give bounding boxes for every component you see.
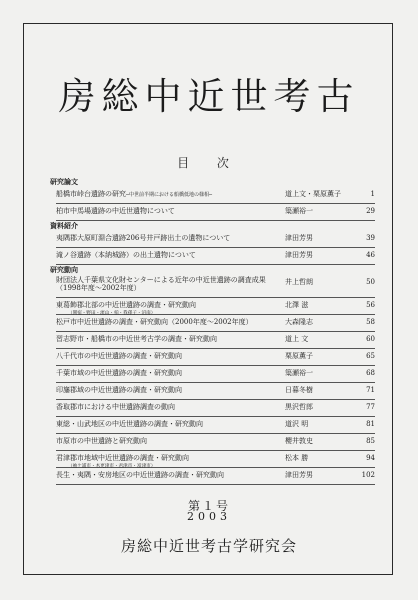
toc-entry [56,315,375,332]
toc-entry-title [56,234,284,243]
toc-entry-page: 77 [366,403,375,411]
toc-entry-author: 簗瀬裕一 [285,369,313,377]
toc-entry-title-text: 松戸市中近世遺跡の調査・研究動向（2000年度～2002年度） [56,318,253,326]
toc-entry-title-text: 夷隅郡大原町淵合遺跡206号井戸跡出土の遺物について [56,234,231,242]
toc-entry [56,434,375,451]
toc-entry-title-text: 東総・山武地区の中近世遺跡の調査・研究動向 [56,420,203,428]
toc-entry [56,349,375,366]
toc-entry-title-text: 習志野市・船橋市の中近世考古学の調査・研究動向 [56,335,217,343]
toc-entry-subtitle: （関宿・野田・流山・柏・我孫子・沼南） [68,311,156,316]
toc-entry-title [56,276,284,292]
toc-entry-subtitle: （袖ケ浦市・木更津市・君津市・富津市） [68,464,156,469]
toc-entry-page: 46 [366,251,375,259]
toc-entry [56,298,375,315]
toc-entry-page: 58 [366,318,375,326]
toc-entry-author: 大森隆志 [285,318,313,326]
toc-entry [56,187,375,204]
toc-entry-author: 日暮冬樹 [285,386,313,394]
toc-entry [56,417,375,434]
toc-entry-title [56,207,284,216]
toc-entry-subtitle: ─中世前半期における船橋低地の様相─ [126,192,213,198]
toc-entry-title [56,403,284,412]
toc-entry-title-text: 市原市の中世遺跡と研究動向 [56,437,147,445]
toc-entry [56,366,375,383]
toc-entry-page: 60 [366,335,375,343]
toc-entry-title-text: 船橋市峠台遺跡の研究 [56,190,126,198]
toc-entry-title-text: 財団法人千葉県文化財センターによる近年の中近世遺跡の調査成果（1998年度～2002年度） [56,276,266,292]
journal-title: 房総中近世考古 [58,75,360,118]
toc-entry-author: 黒沢哲郎 [285,403,313,411]
toc-entry-title [56,386,284,395]
toc-entry-author: 栗原薫子 [285,352,313,360]
toc-entry-title [56,420,284,429]
toc-entry-page: 1 [370,190,375,198]
toc-entry-title [56,352,284,361]
toc-heading: 目 次 [177,156,241,170]
toc-entry [56,204,375,221]
toc-entry-author: 道上文・栗原薫子 [285,190,341,198]
toc-entry-author: 道沢 明 [285,420,309,428]
toc-entry-page: 85 [366,437,375,445]
toc-entry-page: 56 [366,301,375,309]
toc-entry-author: 津田芳男 [285,471,313,479]
toc-entry-author: 道上 文 [285,335,309,343]
toc-entry-title [56,318,284,327]
toc-entry-page: 29 [366,207,375,215]
toc-entry-title-text: 千葉市域の中近世遺跡の調査・研究動向 [56,369,182,377]
publisher-name: 房総中近世考古学研究会 [120,537,297,555]
toc-entry-author: 北澤 滋 [285,301,309,309]
toc-entry-page: 94 [366,454,375,462]
toc-entry-page: 71 [366,386,375,394]
toc-entry-page: 50 [366,278,375,286]
toc-entry-author: 櫻井敦史 [285,437,313,445]
table-of-contents [50,177,375,485]
toc-entry-title-text: 長生・夷隅・安房地区の中近世遺跡の調査・研究動向 [56,471,224,479]
toc-entry-author: 簗瀬裕一 [285,207,313,215]
toc-entry [56,383,375,400]
toc-entry [56,275,375,298]
toc-entry-title-text: 香取郡市における中世遺跡調査の動向 [56,403,175,411]
toc-section-heading: 資料紹介 [50,221,78,230]
toc-entry-title [56,437,284,446]
toc-entry-title [56,251,284,260]
toc-entry-title-text: 印旛郡域の中近世遺跡の調査・研究動向 [56,386,182,394]
issue-number: 第１号 [187,499,230,513]
toc-entry-page: 39 [366,234,375,242]
toc-entry [56,400,375,417]
toc-entry-title-text: 君津郡市地域中近世遺跡の調査・研究動向 [56,454,189,462]
toc-entry-author: 井上哲朗 [285,278,313,286]
toc-section-heading: 研究論文 [50,177,78,186]
toc-entry-title [56,369,284,378]
toc-entry [56,468,375,485]
toc-entry-title-text: 東葛飾郡北部の中近世遺跡の調査・研究動向 [56,301,196,309]
toc-entry-title-text: 八千代市の中近世遺跡の調査・研究動向 [56,352,182,360]
toc-entry-author: 松本 勝 [285,454,309,462]
toc-entry-page: 65 [366,352,375,360]
toc-entry [56,248,375,265]
toc-entry-page: 81 [366,420,375,428]
toc-entry-title [56,335,284,344]
toc-entry-author: 津田芳男 [285,234,313,242]
toc-entry-title-text: 滝ノ谷遺跡（本納城跡）の出土遺物について [56,251,196,259]
toc-entry-title [56,190,284,200]
toc-entry-page: 68 [366,369,375,377]
toc-entry-page: 102 [361,471,375,479]
toc-entry [56,451,375,468]
issue-year: 2003 [187,510,231,523]
toc-section-heading: 研究動向 [50,265,78,274]
toc-entry-author: 津田芳男 [285,251,313,259]
toc-entry-title-text: 柏市中馬場遺跡の中近世遺物について [56,207,175,215]
toc-entry-title [56,471,284,480]
toc-entry [56,231,375,248]
toc-entry [56,332,375,349]
